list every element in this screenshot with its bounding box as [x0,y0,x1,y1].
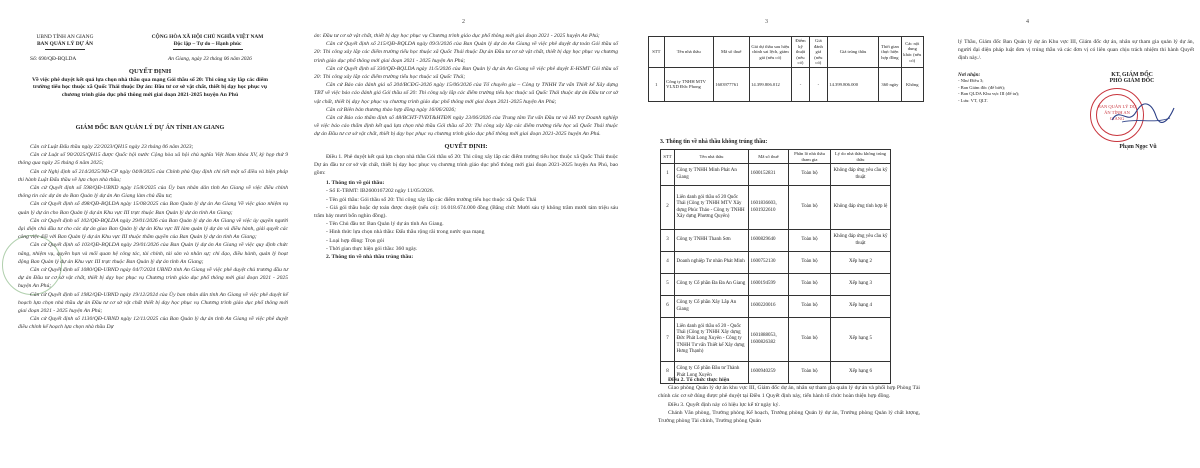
table-cell: 1601836603, 1601922610 [749,186,789,230]
signature-block [1076,72,1188,84]
winner-table-header [649,37,924,68]
table-cell: 14.399.806.000 [827,67,878,101]
section-3-heading: 3. Thông tin về nhà thầu không trúng thầu: [660,139,768,145]
signature-scribble [1108,102,1178,128]
table-cell: Doanh nghiệp Tư nhân Phát Minh [675,252,749,274]
org-line-1: UBND TỈNH AN GIANG [36,34,94,40]
column-header: Mã số thuế [749,150,789,164]
non-winner-table-header [661,150,891,164]
table-cell: 1601888053, 1600826382 [749,318,789,362]
table-cell: 1600829640 [749,230,789,252]
doc-number: Số: 690/QĐ-BQLDA [30,56,77,62]
package-info-item: - Tên Chủ đầu tư: Ban Quản lý dự án tỉnh An Giang. [326,221,444,228]
page-number: 2 [462,19,465,25]
table-cell: Toàn bộ [789,296,831,318]
recipients-block [958,72,1053,104]
legal-basis: Căn cứ Quyết định số 102/QĐ-BQLDA ngày 29/01/2026 của Ban Quản lý dự án An Giang về việc ủy quyền người đại diện chủ đầu tư cho các dự án giao Ban Quản lý dự án Khu vực III làm quản lý dự án và điều hành, giải quyết các công việc đối với Ban Quản lý dự án Khu vực III thuộc thẩm quyền của Ban Quản lý dự án tỉnh An Giang; [18,217,288,241]
recipient-item: - Lưu: VT, QLT. [958,97,989,103]
table-cell: Toàn bộ [789,186,831,230]
column-header: Lý do nhà thầu không trúng thầu [831,150,891,164]
column-header: STT [649,37,665,68]
table-cell: 1603977761 [713,67,749,101]
table-cell: 1600194599 [749,274,789,296]
legal-basis: Căn cứ Quyết định số 215/QĐ-BQLDA ngày 09/3/2026 của Ban Quản lý dự án An Giang về việc phê duyệt dự toán Gói thầu số 20: Thi công xây lắp các điểm trường tiểu học thuộc xã Quốc Thái thuộc Dự án Đầu tư cơ sở vật chất, thiết bị dạy học phục vụ chương trình giáo dục phổ thông mới giai đoạn 2021 - 2025 huyện An Phú; [314,41,618,64]
page1-body [18,143,288,332]
recipient-item: - Ban Giám đốc (để biết); [958,84,1006,90]
table-row [661,230,891,252]
table-cell: Toàn bộ [789,318,831,362]
doc-title: QUYẾT ĐỊNH [128,68,172,75]
table-cell: Không đáp ứng yêu cầu kỹ thuật [831,164,891,186]
legal-basis: Căn cứ Biên bản thương thảo hợp đồng ngày 16/06/2026; [326,106,456,113]
table-cell: Không [901,67,923,101]
legal-basis: Căn cứ Báo cáo thẩm định số 48/BCHT-TVĐT&HTĐN ngày 23/06/2026 của Trung tâm Tư vấn Đầu tư và Hỗ trợ Doanh nghiệp về việc báo cáo thẩm định kết quả lựa chọn nhà thầu Gói thầu số 20: Thi công xây lắp các điểm trường tiểu học xã Quốc Thái thuộc dự án Đầu tư cơ sở vật chất, thiết bị dạy học phục vụ chương trình giáo dục phổ thông mới giai đoạn 2021-2025 huyện An Phú. [314,115,618,138]
nation-line-1: CỘNG HÒA XÃ HỘI CHỦ NGHĨA VIỆT NAM [151,34,264,40]
column-header: Tên nhà thầu [675,150,749,164]
org-line-2: BAN QUẢN LÝ DỰ ÁN [36,41,94,47]
legal-basis: Căn cứ Luật Đấu thầu ngày 22/2023/QH15 ngày 23 tháng 06 năm 2023; [30,144,194,150]
column-header: Giá dự thầu sau hiệu chỉnh sai lệch, giảm giá (nếu có) [749,37,791,68]
page-2 [300,0,630,468]
table-cell: Công ty TNHH Minh Phát An Giang [675,164,749,186]
legal-basis: án: Đầu tư cơ sở vật chất, thiết bị dạy học phục vụ Chương trình giáo dục phổ thông mới giai đoạn 2021 - 2025 huyện An Phú; [314,33,600,39]
decide-heading: QUYẾT ĐỊNH: [444,142,488,150]
page-4 [930,0,1200,468]
legal-basis: Căn cứ Quyết định số 1080/QĐ-UBND ngày 04/7/2024 UBND tỉnh An Giang về việc phê duyệt chủ trương đầu tư dự án Đầu tư cơ sở vật chất, thiết bị dạy học phục vụ Chương trình giáo dục phổ thông mới giai đoạn 2021 - 2025 huyện An Phú; [18,267,288,290]
table-cell: 360 ngày [879,67,901,101]
package-info-item: - Số E-TBMT: IB2600167202 ngày 11/05/2026. [326,188,434,195]
table-cell: Không đáp ứng yêu cầu kỹ thuật [831,230,891,252]
table-cell: 5 [661,274,675,296]
legal-basis: Căn cứ Luật số 90/2025/QH15 được Quốc hội nước Cộng hòa xã hội chủ nghĩa Việt Nam khóa XV, kỳ họp thứ 9 thông qua ngày 25 tháng 6 năm 2025; [18,152,288,167]
package-info-item: - Giá gói thầu hoặc dự toán được duyệt (nếu có): 16.018.674.000 đồng (Bằng chữ: Mười sáu tỷ không trăm mười tám triệu sáu trăm bảy mươi bốn nghìn đồng). [314,204,618,220]
column-header: Tên nhà thầu [664,37,713,68]
table-row [661,296,891,318]
org-header [10,34,120,50]
page2-body [314,32,618,261]
table-cell: Xếp hạng 5 [831,318,891,362]
winner-table [648,36,924,102]
nation-header [120,34,295,50]
page-number: 4 [1026,19,1029,25]
table-cell: Xếp hạng 3 [831,274,891,296]
table-cell: 2 [661,186,675,230]
doc-subject: Về việc phê duyệt kết quả lựa chọn nhà thầu qua mạng Gói thầu số 20: Thi công xây lắp các điểm trường tiểu học thuộc xã Quốc Thái thuộc Dự án: Đầu tư cơ sở vật chất, thiết bị dạy học phục vụ chương trình giáo dục phổ thông mới giai đoạn 2021-2025 huyện An Phú [31,77,269,98]
table-row [649,67,924,101]
table-cell: - [792,67,810,101]
table-cell: Công ty Cổ phần Đầu tư Thành Phát Long Xuyên [675,362,749,384]
table-cell: 14.399.806.012 [749,67,791,101]
table-cell: Công ty TNHH Thanh Sơn [675,230,749,252]
page3-closing [658,376,920,425]
table-cell: Liên danh gói thầu số 20 Quốc Thái (Công ty TNHH MTV Xây dựng Phúc Thảo - Công ty TNHH Xây dựng Phương Quyên) [675,186,749,230]
sign-title-2: PHÓ GIÁM ĐỐC [1109,78,1155,84]
table-cell: Xếp hạng 2 [831,252,891,274]
column-header: Giá đánh giá (nếu có) [809,37,827,68]
page-3 [630,0,930,468]
package-info-item: - Hình thức lựa chọn nhà thầu: Đấu thầu rộng rãi trong nước qua mạng [326,229,485,236]
legal-basis: Căn cứ Quyết định số 103/QĐ-BQLDA ngày 29/01/2026 của Ban Quản lý dự án An Giang về việc quy định chức năng, nhiệm vụ, quyền hạn và mối quan hệ công tác, tài chính, tài sản và nhân sự; chi đạo, điều hành, quản lý hoạt động Ban Quản lý dự án Khu vực III trực thuộc Ban Quản lý dự án tỉnh An Giang; [18,242,288,265]
legal-basis: Căn cứ Quyết định số 1130/QĐ-UBND ngày 12/11/2025 của Ban Quản lý dự án tỉnh An Giang về việc phê duyệt điều chỉnh kế hoạch lựa chọn nhà thầu Dự [18,316,288,331]
table-cell: Không đáp ứng tính hợp lệ [831,186,891,230]
table-row [661,318,891,362]
table-cell: Toàn bộ [789,230,831,252]
table-cell: 3 [661,230,675,252]
column-header: Các nội dung khác (nếu có) [901,37,923,68]
page-1 [0,0,300,468]
section-2-heading: 2. Thông tin về nhà thầu trúng thầu: [326,254,414,261]
legal-basis: Căn cứ Quyết định số 1982/QĐ-UBND ngày 19/12/2024 của Ủy ban nhân dân tỉnh An Giang về việc phê duyệt kế hoạch lựa chọn nhà thầu dự án Đầu tư cơ sở vật chất thiết bị dạy học phục vụ Chương trình giáo dục phổ thông mới giai đoạn 2021 - 2025 huyện An Phú; [18,291,288,315]
table-row [661,186,891,230]
table-cell: Công ty Cổ phần Đa Đa An Giang [675,274,749,296]
table-cell: 6 [661,296,675,318]
page-number: 3 [765,19,768,25]
article-3-body: Chánh Văn phòng, Trưởng phòng Kế hoạch, Trưởng phòng Quản lý dự án, Trưởng phòng Quản lý chất lượng, Trưởng phòng Tài chính, Trưởng phòng Quản [658,409,920,425]
article-1: Điều 1. Phê duyệt kết quả lựa chọn nhà thầu Gói thầu số 20: Thi công xây lắp các điểm trường tiểu học thuộc xã Quốc Thái thuộc Dự án đầu tư cơ sở vật chất, thiết bị dạy học phục vụ chương trình giáo dục phổ thông mới giai đoạn 2021-2025 huyện An Phú, bao gồm: [314,153,618,177]
recipient-item: - Ban QLDA Khu vực III (để tư); [958,91,1020,97]
table-cell: Liên danh gói thầu số 20 - Quốc Thái (Công ty TNHH Xây dựng Đức Phát Long Xuyên - Công ty TNHH Tư vấn Thiết kế Xây dựng Hưng Thạnh) [675,318,749,362]
column-header: Mã số thuế [713,37,749,68]
table-cell: Toàn bộ [789,362,831,384]
nation-line-2: Độc lập – Tự do – Hạnh phúc [173,41,242,47]
table-cell: Công ty Cổ phần Xây Lắp An Giang [675,296,749,318]
legal-basis: Căn cứ Nghị định số 214/2025/NĐ-CP ngày 04/8/2025 của Chính phủ Quy định chi tiết một số điều và biện pháp thi hành Luật Đấu thầu về lựa chọn nhà thầu; [18,168,288,183]
place-date: An Giang, ngày 23 tháng 06 năm 2026 [168,56,252,62]
recipients-heading: Nơi nhận: [958,72,981,78]
table-row [661,274,891,296]
table-cell: Toàn bộ [789,164,831,186]
table-cell: Toàn bộ [789,252,831,274]
sign-title-1: KT. GIÁM ĐỐC [1111,72,1153,78]
seal-text: BAN QUẢN LÝ DỰ ÁN TỈNH AN GIANG [1097,104,1137,121]
table-cell: Toàn bộ [789,274,831,296]
table-row [661,252,891,274]
table-cell: 1600752130 [749,252,789,274]
article-3-heading: Điều 3. Quyết định này có hiệu lực kể từ ngày ký. [668,401,780,408]
table-cell: 1 [649,67,665,101]
table-cell: 1 [661,164,675,186]
article-2-heading: Điều 2. Tổ chức thực hiện [668,377,730,383]
table-cell: 4 [661,252,675,274]
legal-basis: Căn cứ Quyết định số 330/QĐ-BQLDA ngày 11/5/2026 của Ban Quản lý dự án An Giang về việc phê duyệt E-HSMT Gói thầu số 20: Thi công xây lắp các điểm trường tiểu học thuộc xã Quốc Thái; [314,65,618,81]
package-info-item: - Thời gian thực hiện gói thầu: 360 ngày. [326,245,418,252]
authority-line: GIÁM ĐỐC BAN QUẢN LÝ DỰ ÁN TỈNH AN GIANG [75,124,225,131]
package-info-item: - Tên gói thầu: Gói thầu số 20: Thi công xây lắp các điểm trường tiểu học thuộc xã Quốc Thái [326,196,537,203]
table-cell: 8 [661,362,675,384]
legal-basis: Căn cứ Báo cáo đánh giá số 204/BCĐG-2026 ngày 15/06/2026 của Tổ chuyên gia – Công ty TNHH Tư vấn Thiết kế Xây dựng TBT về việc báo cáo đánh giá Gói thầu số 20: Thi công xây lắp các điểm trường tiểu học thuộc xã Quốc Thái thuộc dự án Đầu tư cơ sở vật chất, thiết bị dạy học phục vụ chương trình giáo dục phổ thông mới giai đoạn 2021-2025 huyện An Phú; [314,82,618,105]
package-info-item: - Loại hợp đồng: Trọn gói [326,237,385,244]
table-cell: 1600152831 [749,164,789,186]
column-header: Giá trúng thầu [827,37,878,68]
non-winner-table [660,149,891,384]
legal-basis: Căn cứ Quyết định số 498/QĐ-BQLDA ngày 15/08/2025 của Ban Quản lý dự án An Giang Về việc giao nhiệm vụ quản lý dự án cho Ban Quản lý dự án Khu vực III trực thuộc Ban Quản lý dự án tỉnh An Giang; [18,201,288,216]
table-cell: Xếp hạng 4 [831,296,891,318]
table-cell: Xếp hạng 6 [831,362,891,384]
table-cell: - [809,67,827,101]
column-header: Điểm kỹ thuật (nếu có) [792,37,810,68]
section-1-heading: 1. Thông tin về gói thầu: [326,180,385,187]
signer-name: Phạm Ngọc Vũ [1119,144,1157,150]
table-cell: 7 [661,318,675,362]
closing-paragraph: lý Thầu, Giám đốc Ban Quản lý dự án Khu vực III, Giám đốc dự án, nhân sự tham gia quản lý dự án, người đại diện pháp luật đơn vị trúng thầu và các đơn vị có liên quan chịu trách nhiệm thi hành Quyết định này./. [958,39,1194,62]
column-header: Thời gian thực hiện hợp đồng [879,37,901,68]
article-2-body: Giao phòng Quản lý dự án khu vực III, Giám đốc dự án, nhân sự tham gia quản lý dự án và phối hợp Phòng Tài chính các cơ sở đúng được phê duyệt tại Điều 1 Quyết định này, tiến hành tổ chức hoàn thiện hợp đồng. [658,385,920,400]
legal-basis: Căn cứ Quyết định số 598/QĐ-UBND ngày 15/8/2025 của Ủy ban nhân dân tỉnh An Giang về việc điều chỉnh thông tin các dự án do Ban Quản lý dự án An Giang làm chủ đầu tư; [18,185,288,200]
table-cell: 1600220016 [749,296,789,318]
table-cell: 1600940259 [749,362,789,384]
table-cell: Công ty TNHH MTV VLXD Đức Phong [664,67,713,101]
column-header: Phần lô nhà thầu tham gia [789,150,831,164]
recipient-item: - Như Điều 3; [958,78,984,83]
column-header: STT [661,150,675,164]
table-row [661,164,891,186]
